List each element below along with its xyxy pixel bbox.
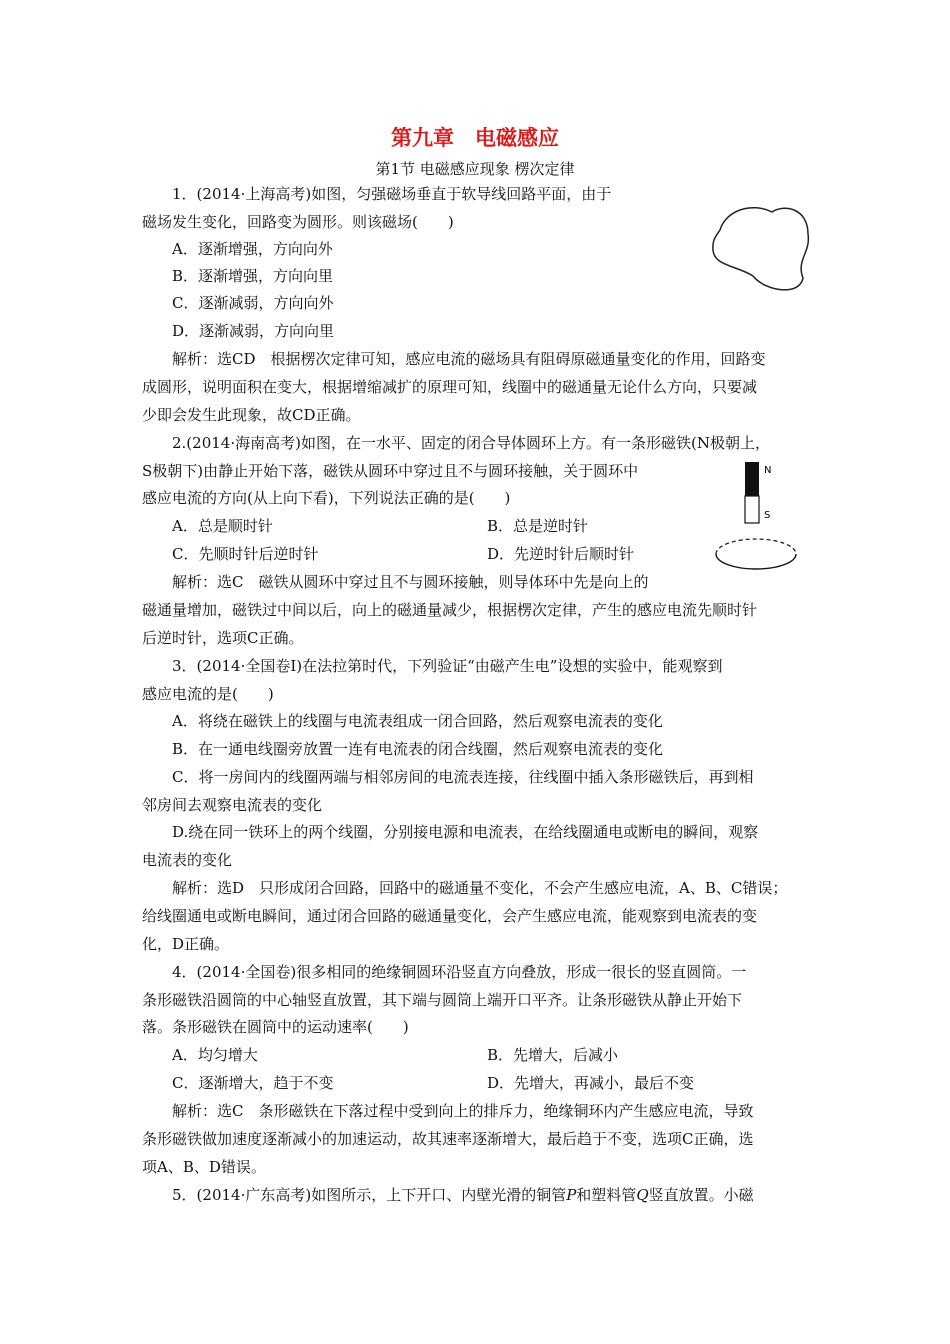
falling-magnet-figure — [712, 456, 802, 576]
q4-option-b: B．先增大，后减小 — [487, 1046, 619, 1064]
magnet-south-half — [745, 496, 759, 523]
q1-analysis-line: 少即会发生此现象，故CD正确。 — [142, 406, 361, 424]
q3-analysis-line: 给线圈通电或断电瞬间，通过闭合回路的磁通量变化，会产生感应电流，能观察到电流表的变 — [142, 907, 758, 925]
q3-option-c-cont: 邻房间去观察电流表的变化 — [142, 796, 323, 814]
q3-option-d-cont: 电流表的变化 — [142, 851, 233, 869]
q2-option-d: D．先逆时针后顺时针 — [487, 545, 635, 563]
q4-option-a: A．均匀增大 — [172, 1046, 258, 1064]
q5-stem-line — [172, 1185, 754, 1205]
q2-stem-line: 2.(2014·海南高考)如图，在一水平、固定的闭合导体圆环上方。有一条形磁铁(N极朝上， — [172, 434, 770, 452]
q2-analysis-line: 解析：选C 磁铁从圆环中穿过且不与圆环接触，则导体环中先是向上的 — [172, 573, 649, 591]
q2-option-c: C．先顺时针后逆时针 — [172, 545, 319, 563]
q2-stem-line: 感应电流的方向(从上向下看)，下列说法正确的是( ) — [142, 489, 511, 507]
q5-stem-part: 和塑料管 — [576, 1186, 637, 1204]
q1-analysis-line: 解析：选CD 根据楞次定律可知，感应电流的磁场具有阻碍原磁通量变化的作用，回路变 — [172, 350, 766, 368]
section-title: 第1节 电磁感应现象 楞次定律 — [375, 160, 575, 178]
q1-option-b: B．逐渐增强，方向向里 — [172, 267, 334, 285]
wire-loop-figure — [708, 200, 814, 296]
q3-stem-line: 感应电流的是( ) — [142, 685, 274, 703]
q4-stem-line: 落。条形磁铁在圆筒中的运动速率( ) — [142, 1018, 409, 1036]
q4-analysis-line: 项A、B、D错误。 — [142, 1158, 266, 1176]
ring-front-edge — [716, 554, 796, 569]
q2-option-b: B．总是逆时针 — [487, 517, 589, 535]
magnet-s-label: S — [764, 510, 771, 521]
magnet-n-label: N — [764, 465, 772, 476]
q5-var-q: Q — [636, 1186, 649, 1204]
q3-option-d: D.绕在同一铁环上的两个线圈，分别接电源和电流表，在给线圈通电或断电的瞬间，观察 — [172, 823, 759, 841]
q5-stem-part: 5．(2014·广东高考)如图所示，上下开口、内壁光滑的铜管 — [172, 1186, 567, 1204]
q4-option-c: C．逐渐增大，趋于不变 — [172, 1074, 334, 1092]
chapter-title: 第九章 电磁感应 — [391, 125, 559, 150]
q3-analysis-line: 解析：选D 只形成闭合回路，回路中的磁通量不变化，不会产生感应电流，A、B、C错误； — [172, 879, 788, 897]
q3-option-b: B．在一通电线圈旁放置一连有电流表的闭合线圈，然后观察电流表的变化 — [172, 740, 664, 758]
q1-option-c: C．逐渐减弱，方向向外 — [172, 294, 334, 312]
q4-option-d: D．先增大，再减小，最后不变 — [487, 1074, 695, 1092]
q5-stem-part: 竖直放置。小磁 — [648, 1186, 754, 1204]
q3-option-c: C．将一房间内的线圈两端与相邻房间的电流表连接，往线圈中插入条形磁铁后，再到相 — [172, 768, 754, 786]
wire-loop-shape — [713, 208, 809, 290]
q1-option-d: D．逐渐减弱，方向向里 — [172, 322, 335, 340]
ring-back-edge — [716, 539, 796, 554]
q3-analysis-line: 化，D正确。 — [142, 935, 230, 953]
q4-stem-line: 4．(2014·全国卷)很多相同的绝缘铜圆环沿竖直方向叠放，形成一很长的竖直圆筒。一 — [172, 963, 747, 981]
q1-option-a: A．逐渐增强，方向向外 — [172, 240, 333, 258]
q1-stem-line: 磁场发生变化，回路变为圆形。则该磁场( ) — [142, 213, 454, 231]
q2-analysis-line: 后逆时针，选项C正确。 — [142, 629, 304, 647]
magnet-north-half — [745, 462, 759, 496]
q2-stem-line: S极朝下)由静止开始下落，磁铁从圆环中穿过且不与圆环接触，关于圆环中 — [142, 462, 639, 480]
q1-analysis-line: 成圆形，说明面积在变大，根据增缩减扩的原理可知，线圈中的磁通量无论什么方向，只要减 — [142, 378, 758, 396]
q4-analysis-line: 条形磁铁做加速度逐渐减小的加速运动，故其速率逐渐增大，最后趋于不变，选项C正确，选 — [142, 1130, 754, 1148]
q3-stem-line: 3．(2014·全国卷Ⅰ)在法拉第时代，下列验证“由磁产生电”设想的实验中，能观察到 — [172, 657, 723, 675]
q4-stem-line: 条形磁铁沿圆筒的中心轴竖直放置，其下端与圆筒上端开口平齐。让条形磁铁从静止开始下 — [142, 991, 743, 1009]
q3-option-a: A．将绕在磁铁上的线圈与电流表组成一闭合回路，然后观察电流表的变化 — [172, 712, 663, 730]
q4-analysis-line: 解析：选C 条形磁铁在下落过程中受到向上的排斥力，绝缘铜环内产生感应电流，导致 — [172, 1102, 754, 1120]
q2-analysis-line: 磁通量增加，磁铁过中间以后，向上的磁通量减少，根据楞次定律，产生的感应电流先顺时针 — [142, 601, 758, 619]
q1-stem-line: 1．(2014·上海高考)如图，匀强磁场垂直于软导线回路平面，由于 — [172, 185, 612, 203]
q2-option-a: A．总是顺时针 — [172, 517, 273, 535]
q5-var-p: P — [566, 1186, 577, 1204]
